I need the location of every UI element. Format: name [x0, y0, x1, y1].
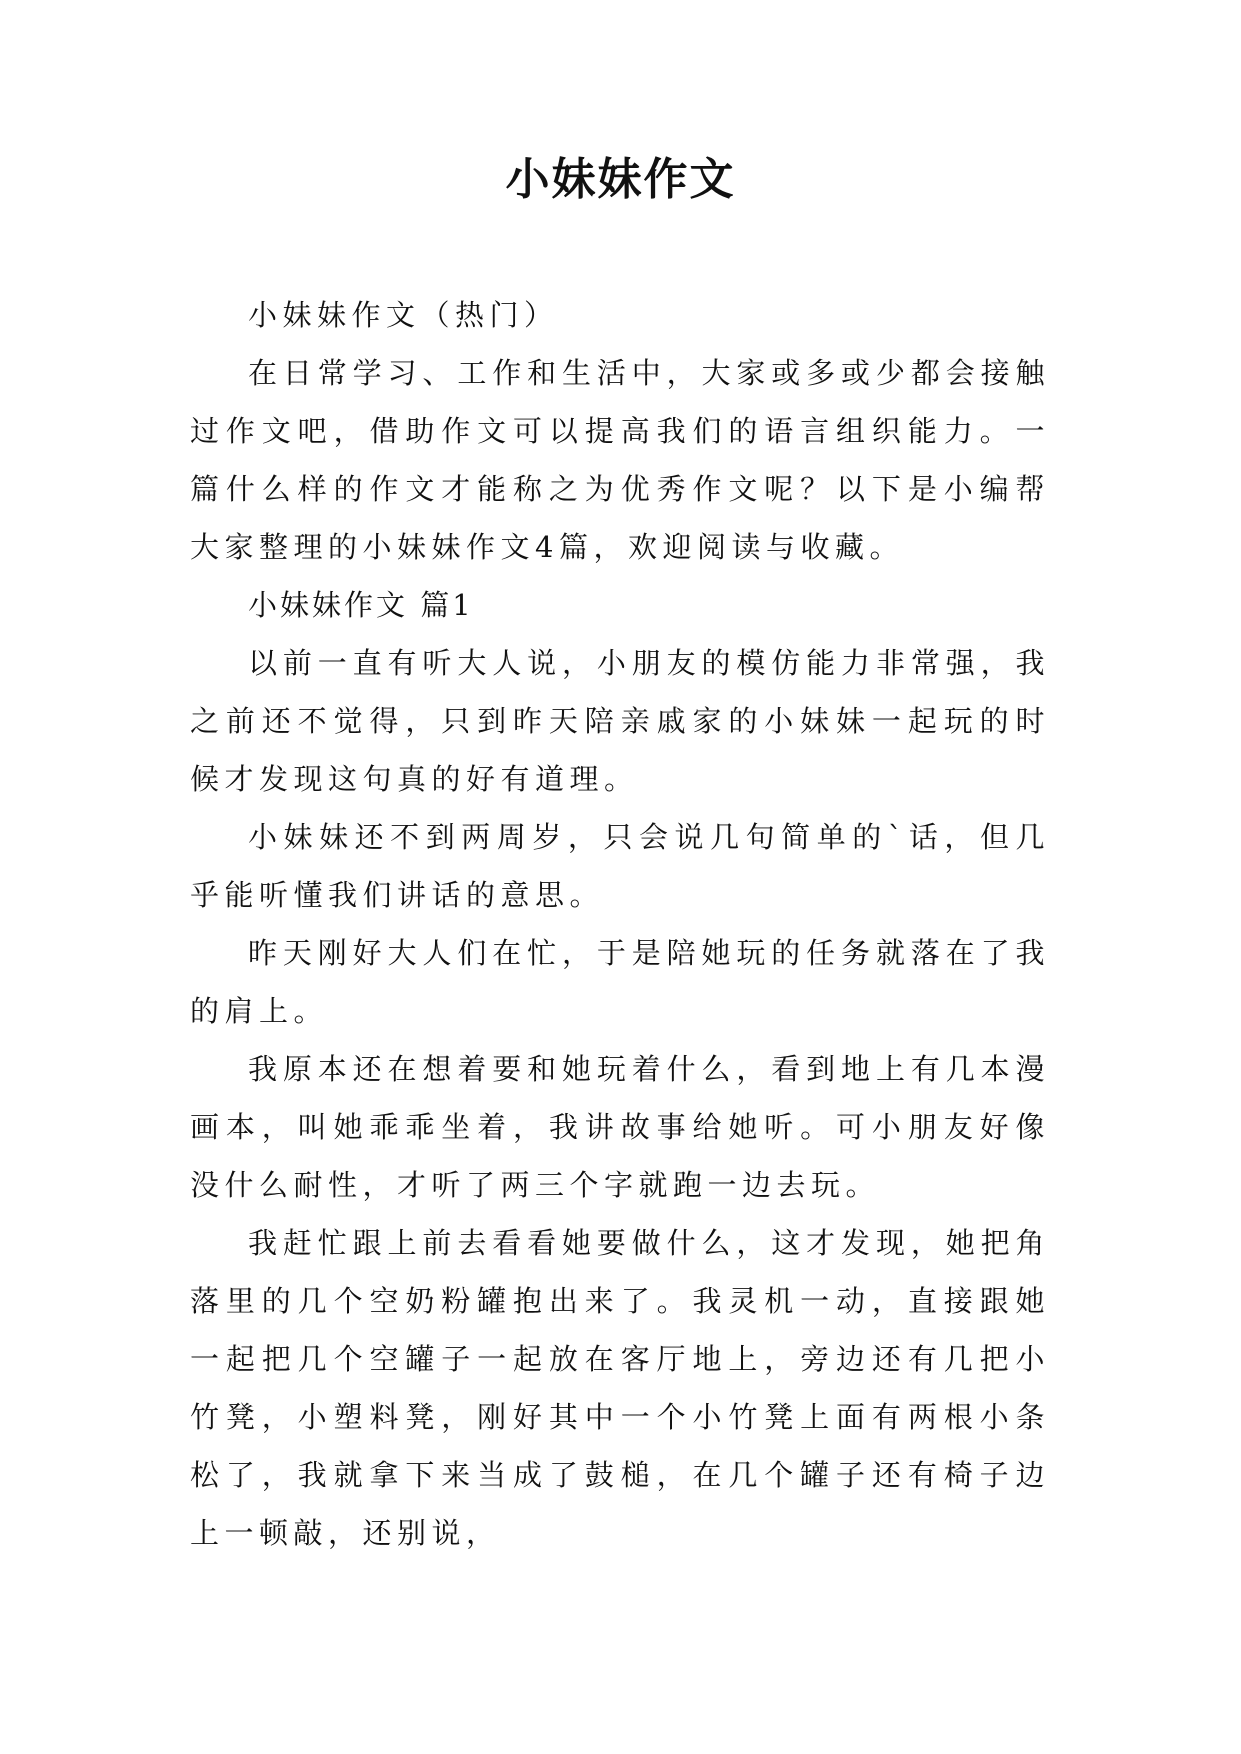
paragraph: 我赶忙跟上前去看看她要做什么，这才发现，她把角落里的几个空奶粉罐抱出来了。我灵机一动，直接跟她一起把几个空罐子一起放在客厅地上，旁边还有几把小竹凳，小塑料凳，刚好其中一个小竹凳上面有两根小条松了，我就拿下来当成了鼓槌，在几个罐子还有椅子边上一顿敲，还别说，: [190, 1226, 1050, 1550]
paragraph: 小妹妹还不到两周岁，只会说几句简单的`话，但几乎能听懂我们讲话的意思。: [190, 820, 1050, 912]
document-title: 小妹妹作文: [505, 154, 736, 205]
paragraph: 我原本还在想着要和她玩着什么，看到地上有几本漫画本，叫她乖乖坐着，我讲故事给她听。可小朋友好像没什么耐性，才听了两三个字就跑一边去玩。: [190, 1052, 1050, 1202]
paragraph: 以前一直有听大人说，小朋友的模仿能力非常强，我之前还不觉得，只到昨天陪亲戚家的小妹妹一起玩的时候才发现这句真的好有道理。: [190, 646, 1050, 796]
paragraph: 昨天刚好大人们在忙，于是陪她玩的任务就落在了我的肩上。: [190, 936, 1050, 1028]
intro-paragraph: 在日常学习、工作和生活中，大家或多或少都会接触过作文吧，借助作文可以提高我们的语言组织能力。一篇什么样的作文才能称之为优秀作文呢？以下是小编帮大家整理的小妹妹作文4篇，欢迎阅读与收藏。: [190, 356, 1050, 564]
section-heading: 小妹妹作文 篇1: [248, 588, 474, 622]
intro-heading: 小妹妹作文（热门）: [248, 298, 559, 332]
document-body: [190, 286, 1050, 1562]
